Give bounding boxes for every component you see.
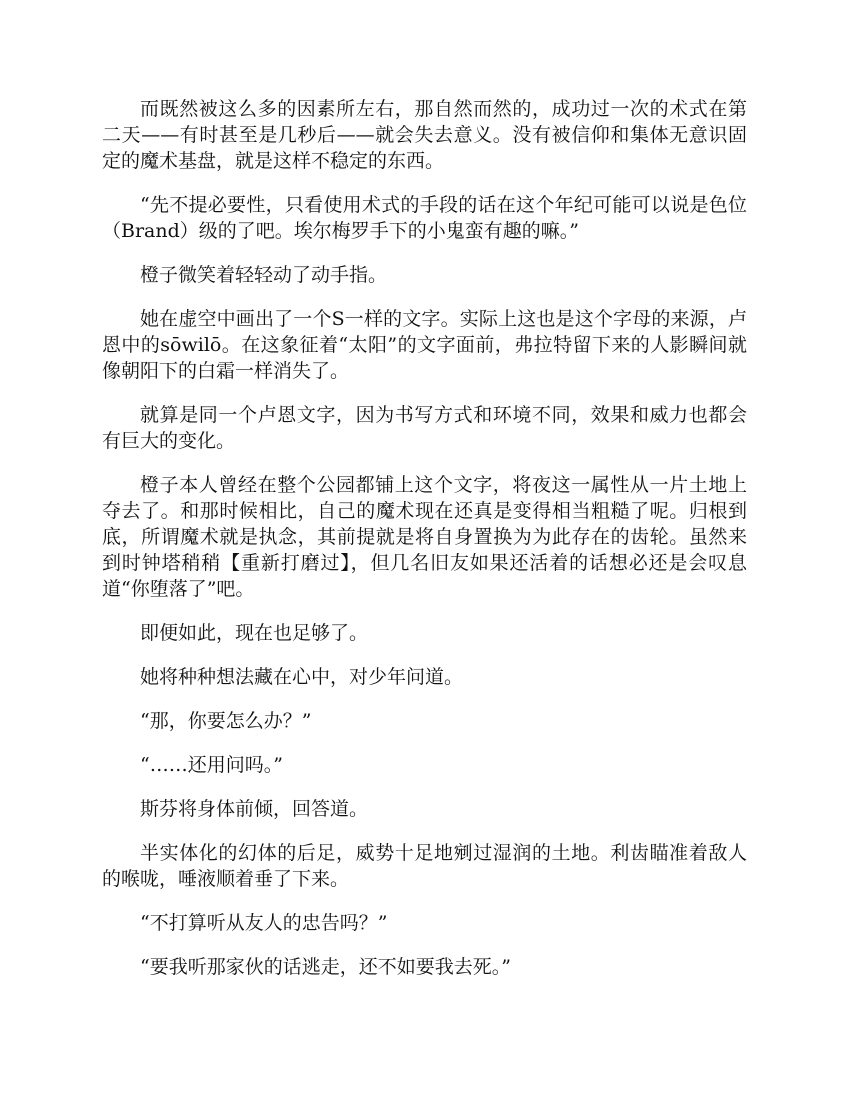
paragraph: 橙子微笑着轻轻动了动手指。 [140,264,388,286]
paragraph: 她在虚空中画出了一个S一样的文字。实际上这也是这个字母的来源，卢恩中的sōwilō。在这象征着“太阳”的文字面前，弗拉特留下来的人影瞬间就像朝阳下的白霜一样消失了。 [102,308,747,382]
paragraph: “……还用问吗。” [140,754,283,776]
paragraph: 她将种种想法藏在心中，对少年问道。 [140,666,464,688]
paragraph: “那，你要怎么办？” [140,710,312,732]
paragraph: 就算是同一个卢恩文字，因为书写方式和环境不同，效果和威力也都会有巨大的变化。 [102,404,747,452]
paragraph: “不打算听从友人的忠告吗？” [140,912,388,934]
paragraph: 斯芬将身体前倾，回答道。 [140,798,369,820]
paragraph: 橙子本人曾经在整个公园都铺上这个文字，将夜这一属性从一片土地上夺去了。和那时候相比，自己的魔术现在还真是变得相当粗糙了呢。归根到底，所谓魔术就是执念，其前提就是将自身置换为为此存在的齿轮。虽然来到时钟塔稍稍【重新打磨过】，但几名旧友如果还活着的话想必还是会叹息道“你堕落了”吧。 [102,474,747,600]
paragraph: “先不提必要性，只看使用术式的手段的话在这个年纪可能可以说是色位（Brand）级的了吧。埃尔梅罗手下的小鬼蛮有趣的嘛。” [102,194,747,242]
paragraph: 即便如此，现在也足够了。 [140,622,369,644]
paragraph: 而既然被这么多的因素所左右，那自然而然的，成功过一次的术式在第二天——有时甚至是几秒后——就会失去意义。没有被信仰和集体无意识固定的魔术基盘，就是这样不稳定的东西。 [102,98,747,172]
paragraph: “要我听那家伙的话逃走，还不如要我去死。” [140,956,511,978]
document-page [102,96,747,998]
paragraph: 半实体化的幻体的后足，威势十足地剜过湿润的土地。利齿瞄准着敌人的喉咙，唾液顺着垂了下来。 [102,842,747,890]
